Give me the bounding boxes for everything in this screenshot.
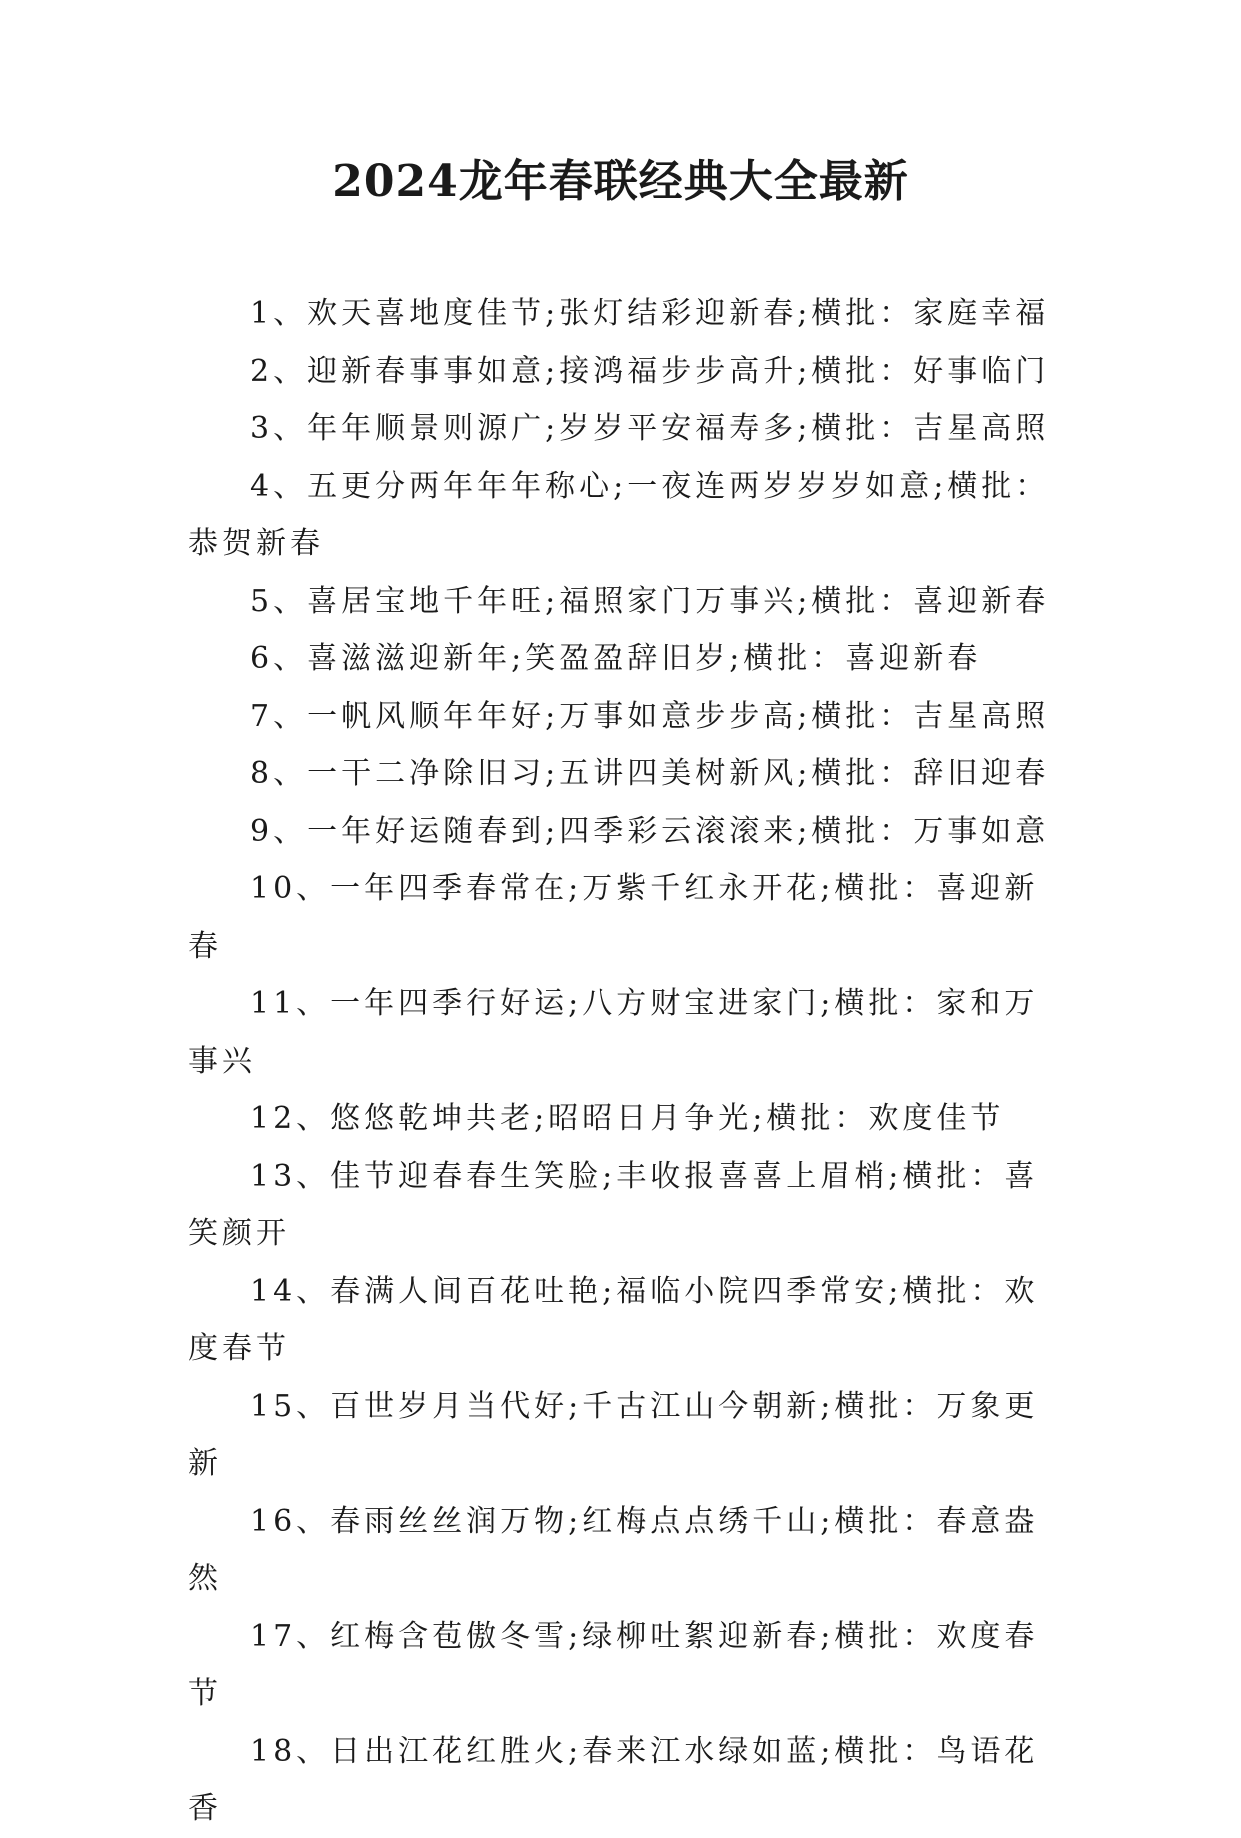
couplet-item: 18、日出江花红胜火;春来江水绿如蓝;横批：鸟语花香 (188, 1733, 1039, 1826)
couplet-item: 5、喜居宝地千年旺;福照家门万事兴;横批：喜迎新春 (250, 583, 1050, 619)
couplet-item: 13、佳节迎春春生笑脸;丰收报喜喜上眉梢;横批：喜笑颜开 (188, 1158, 1039, 1251)
couplet-item: 16、春雨丝丝润万物;红梅点点绣千山;横批：春意盎然 (188, 1503, 1039, 1596)
couplet-item: 9、一年好运随春到;四季彩云滚滚来;横批：万事如意 (250, 813, 1050, 849)
couplet-item: 12、悠悠乾坤共老;昭昭日月争光;横批：欢度佳节 (250, 1101, 1005, 1136)
couplet-item: 14、春满人间百花吐艳;福临小院四季常安;横批：欢度春节 (188, 1273, 1039, 1366)
couplet-list (188, 285, 1058, 1838)
couplet-item: 3、年年顺景则源广;岁岁平安福寿多;横批：吉星高照 (250, 411, 1050, 446)
couplet-item: 11、一年四季行好运;八方财宝进家门;横批：家和万事兴 (188, 986, 1039, 1079)
couplet-item: 8、一干二净除旧习;五讲四美树新风;横批：辞旧迎春 (250, 756, 1050, 791)
couplet-item: 4、五更分两年年年称心;一夜连两岁岁岁如意;横批：恭贺新春 (188, 468, 1050, 561)
couplet-item: 1、欢天喜地度佳节;张灯结彩迎新春;横批：家庭幸福 (250, 296, 1050, 331)
couplet-item: 6、喜滋滋迎新年;笑盈盈辞旧岁;横批：喜迎新春 (250, 641, 982, 676)
couplet-item: 15、百世岁月当代好;千古江山今朝新;横批：万象更新 (188, 1388, 1039, 1481)
document-title: 2024龙年春联经典大全最新 (332, 156, 909, 207)
couplet-item: 7、一帆风顺年年好;万事如意步步高;横批：吉星高照 (250, 698, 1050, 734)
couplet-item: 2、迎新春事事如意;接鸿福步步高升;横批：好事临门 (250, 353, 1050, 389)
couplet-item: 10、一年四季春常在;万紫千红永开花;横批：喜迎新春 (188, 871, 1039, 964)
couplet-item: 17、红梅含苞傲冬雪;绿柳吐絮迎新春;横批：欢度春节 (188, 1618, 1039, 1711)
